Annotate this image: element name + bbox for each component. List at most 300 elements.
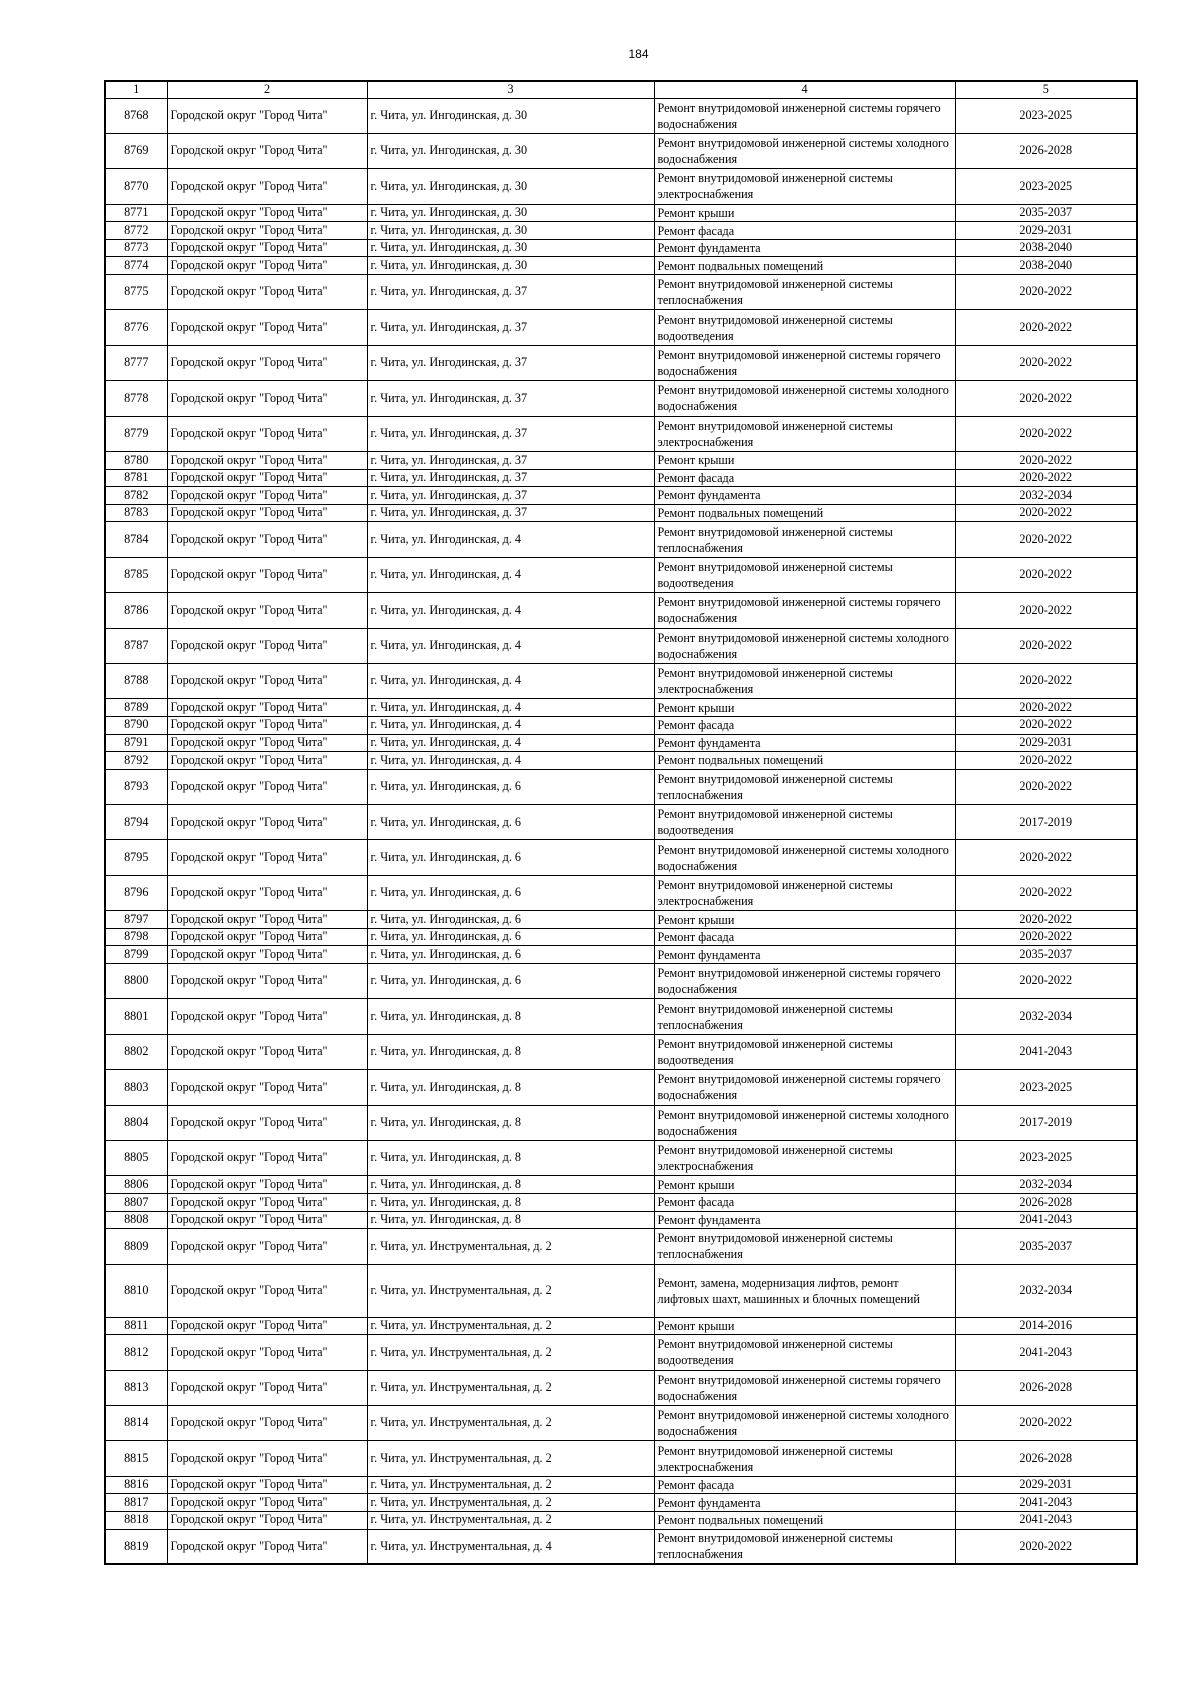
work-type-cell: Ремонт подвальных помещений bbox=[654, 752, 955, 770]
address-cell: г. Чита, ул. Ингодинская, д. 8 bbox=[367, 1141, 654, 1176]
work-type-cell: Ремонт внутридомовой инженерной системы теплоснабжения bbox=[654, 769, 955, 804]
work-type-cell: Ремонт внутридомовой инженерной системы горячего водоснабжения bbox=[654, 1070, 955, 1105]
period-cell: 2020-2022 bbox=[955, 752, 1137, 770]
address-cell: г. Чита, ул. Ингодинская, д. 4 bbox=[367, 734, 654, 752]
table-row bbox=[105, 1229, 1137, 1264]
work-type-cell: Ремонт внутридомовой инженерной системы горячего водоснабжения bbox=[654, 1370, 955, 1405]
address-cell: г. Чита, ул. Ингодинская, д. 6 bbox=[367, 840, 654, 875]
address-cell: г. Чита, ул. Инструментальная, д. 2 bbox=[367, 1264, 654, 1317]
period-cell: 2020-2022 bbox=[955, 1529, 1137, 1564]
period-cell: 2020-2022 bbox=[955, 381, 1137, 416]
row-number-cell: 8799 bbox=[105, 946, 167, 964]
work-type-cell: Ремонт внутридомовой инженерной системы холодного водоснабжения bbox=[654, 133, 955, 168]
row-number-cell: 8808 bbox=[105, 1211, 167, 1229]
work-type-cell: Ремонт внутридомовой инженерной системы теплоснабжения bbox=[654, 522, 955, 557]
region-cell: Городской округ "Город Чита" bbox=[167, 169, 367, 204]
table-row bbox=[105, 769, 1137, 804]
address-cell: г. Чита, ул. Инструментальная, д. 2 bbox=[367, 1441, 654, 1476]
row-number-cell: 8793 bbox=[105, 769, 167, 804]
row-number-cell: 8782 bbox=[105, 487, 167, 505]
table-row bbox=[105, 734, 1137, 752]
row-number-cell: 8819 bbox=[105, 1529, 167, 1564]
period-cell: 2017-2019 bbox=[955, 1105, 1137, 1140]
table-row bbox=[105, 1105, 1137, 1140]
address-cell: г. Чита, ул. Инструментальная, д. 2 bbox=[367, 1476, 654, 1494]
address-cell: г. Чита, ул. Ингодинская, д. 6 bbox=[367, 911, 654, 929]
region-cell: Городской округ "Город Чита" bbox=[167, 257, 367, 275]
region-cell: Городской округ "Город Чита" bbox=[167, 1529, 367, 1564]
row-number-cell: 8811 bbox=[105, 1317, 167, 1335]
region-cell: Городской округ "Город Чита" bbox=[167, 133, 367, 168]
period-cell: 2041-2043 bbox=[955, 1511, 1137, 1529]
table-header-row bbox=[105, 81, 1137, 98]
work-type-cell: Ремонт фундамента bbox=[654, 946, 955, 964]
work-type-cell: Ремонт подвальных помещений bbox=[654, 1511, 955, 1529]
address-cell: г. Чита, ул. Ингодинская, д. 6 bbox=[367, 928, 654, 946]
address-cell: г. Чита, ул. Инструментальная, д. 2 bbox=[367, 1370, 654, 1405]
period-cell: 2032-2034 bbox=[955, 1176, 1137, 1194]
region-cell: Городской округ "Город Чита" bbox=[167, 1211, 367, 1229]
work-type-cell: Ремонт крыши bbox=[654, 1176, 955, 1194]
region-cell: Городской округ "Город Чита" bbox=[167, 557, 367, 592]
row-number-cell: 8768 bbox=[105, 98, 167, 133]
row-number-cell: 8781 bbox=[105, 469, 167, 487]
table-row bbox=[105, 275, 1137, 310]
work-type-cell: Ремонт фасада bbox=[654, 1476, 955, 1494]
work-type-cell: Ремонт внутридомовой инженерной системы электроснабжения bbox=[654, 1141, 955, 1176]
period-cell: 2026-2028 bbox=[955, 1193, 1137, 1211]
table-row bbox=[105, 805, 1137, 840]
address-cell: г. Чита, ул. Инструментальная, д. 2 bbox=[367, 1511, 654, 1529]
work-type-cell: Ремонт фундамента bbox=[654, 734, 955, 752]
table-row bbox=[105, 999, 1137, 1034]
address-cell: г. Чита, ул. Ингодинская, д. 8 bbox=[367, 1070, 654, 1105]
table-row bbox=[105, 1511, 1137, 1529]
row-number-cell: 8792 bbox=[105, 752, 167, 770]
region-cell: Городской округ "Город Чита" bbox=[167, 946, 367, 964]
address-cell: г. Чита, ул. Инструментальная, д. 2 bbox=[367, 1229, 654, 1264]
table-row bbox=[105, 239, 1137, 257]
row-number-cell: 8790 bbox=[105, 716, 167, 734]
row-number-cell: 8775 bbox=[105, 275, 167, 310]
period-cell: 2026-2028 bbox=[955, 1441, 1137, 1476]
region-cell: Городской округ "Город Чита" bbox=[167, 840, 367, 875]
address-cell: г. Чита, ул. Инструментальная, д. 2 bbox=[367, 1494, 654, 1512]
work-type-cell: Ремонт фундамента bbox=[654, 1211, 955, 1229]
region-cell: Городской округ "Город Чита" bbox=[167, 1476, 367, 1494]
row-number-cell: 8802 bbox=[105, 1034, 167, 1069]
table-row bbox=[105, 345, 1137, 380]
period-cell: 2023-2025 bbox=[955, 98, 1137, 133]
table-body bbox=[105, 98, 1137, 1564]
table-row bbox=[105, 628, 1137, 663]
region-cell: Городской округ "Город Чита" bbox=[167, 522, 367, 557]
period-cell: 2020-2022 bbox=[955, 928, 1137, 946]
work-type-cell: Ремонт внутридомовой инженерной системы теплоснабжения bbox=[654, 275, 955, 310]
region-cell: Городской округ "Город Чита" bbox=[167, 504, 367, 522]
address-cell: г. Чита, ул. Ингодинская, д. 4 bbox=[367, 522, 654, 557]
period-cell: 2023-2025 bbox=[955, 1141, 1137, 1176]
table-row bbox=[105, 522, 1137, 557]
row-number-cell: 8796 bbox=[105, 875, 167, 910]
region-cell: Городской округ "Город Чита" bbox=[167, 716, 367, 734]
address-cell: г. Чита, ул. Ингодинская, д. 30 bbox=[367, 133, 654, 168]
period-cell: 2029-2031 bbox=[955, 222, 1137, 240]
address-cell: г. Чита, ул. Ингодинская, д. 6 bbox=[367, 946, 654, 964]
row-number-cell: 8770 bbox=[105, 169, 167, 204]
work-type-cell: Ремонт внутридомовой инженерной системы холодного водоснабжения bbox=[654, 381, 955, 416]
table-row bbox=[105, 452, 1137, 470]
row-number-cell: 8784 bbox=[105, 522, 167, 557]
table-row bbox=[105, 133, 1137, 168]
row-number-cell: 8794 bbox=[105, 805, 167, 840]
work-type-cell: Ремонт, замена, модернизация лифтов, ремонт лифтовых шахт, машинных и блочных помещений bbox=[654, 1264, 955, 1317]
address-cell: г. Чита, ул. Инструментальная, д. 4 bbox=[367, 1529, 654, 1564]
work-type-cell: Ремонт внутридомовой инженерной системы холодного водоснабжения bbox=[654, 628, 955, 663]
period-cell: 2041-2043 bbox=[955, 1034, 1137, 1069]
work-type-cell: Ремонт крыши bbox=[654, 452, 955, 470]
address-cell: г. Чита, ул. Ингодинская, д. 4 bbox=[367, 557, 654, 592]
period-cell: 2020-2022 bbox=[955, 1405, 1137, 1440]
region-cell: Городской округ "Город Чита" bbox=[167, 628, 367, 663]
table-row bbox=[105, 699, 1137, 717]
row-number-cell: 8812 bbox=[105, 1335, 167, 1370]
region-cell: Городской округ "Город Чита" bbox=[167, 469, 367, 487]
region-cell: Городской округ "Город Чита" bbox=[167, 875, 367, 910]
row-number-cell: 8815 bbox=[105, 1441, 167, 1476]
work-type-cell: Ремонт крыши bbox=[654, 911, 955, 929]
period-cell: 2020-2022 bbox=[955, 504, 1137, 522]
period-cell: 2023-2025 bbox=[955, 1070, 1137, 1105]
work-type-cell: Ремонт внутридомовой инженерной системы холодного водоснабжения bbox=[654, 1405, 955, 1440]
address-cell: г. Чита, ул. Ингодинская, д. 37 bbox=[367, 345, 654, 380]
region-cell: Городской округ "Город Чита" bbox=[167, 452, 367, 470]
address-cell: г. Чита, ул. Ингодинская, д. 6 bbox=[367, 805, 654, 840]
address-cell: г. Чита, ул. Ингодинская, д. 4 bbox=[367, 752, 654, 770]
period-cell: 2020-2022 bbox=[955, 769, 1137, 804]
row-number-cell: 8786 bbox=[105, 593, 167, 628]
table-row bbox=[105, 1335, 1137, 1370]
region-cell: Городской округ "Город Чита" bbox=[167, 911, 367, 929]
row-number-cell: 8798 bbox=[105, 928, 167, 946]
address-cell: г. Чита, ул. Ингодинская, д. 30 bbox=[367, 98, 654, 133]
period-cell: 2020-2022 bbox=[955, 522, 1137, 557]
period-cell: 2020-2022 bbox=[955, 875, 1137, 910]
period-cell: 2014-2016 bbox=[955, 1317, 1137, 1335]
address-cell: г. Чита, ул. Ингодинская, д. 30 bbox=[367, 222, 654, 240]
period-cell: 2029-2031 bbox=[955, 734, 1137, 752]
address-cell: г. Чита, ул. Инструментальная, д. 2 bbox=[367, 1335, 654, 1370]
work-type-cell: Ремонт внутридомовой инженерной системы теплоснабжения bbox=[654, 1229, 955, 1264]
region-cell: Городской округ "Город Чита" bbox=[167, 1034, 367, 1069]
address-cell: г. Чита, ул. Ингодинская, д. 30 bbox=[367, 204, 654, 222]
work-type-cell: Ремонт внутридомовой инженерной системы водоотведения bbox=[654, 557, 955, 592]
region-cell: Городской округ "Город Чита" bbox=[167, 275, 367, 310]
work-type-cell: Ремонт внутридомовой инженерной системы водоотведения bbox=[654, 310, 955, 345]
work-type-cell: Ремонт внутридомовой инженерной системы холодного водоснабжения bbox=[654, 1105, 955, 1140]
table-row bbox=[105, 487, 1137, 505]
work-type-cell: Ремонт внутридомовой инженерной системы электроснабжения bbox=[654, 1441, 955, 1476]
work-type-cell: Ремонт фасада bbox=[654, 928, 955, 946]
work-type-cell: Ремонт внутридомовой инженерной системы электроснабжения bbox=[654, 663, 955, 698]
work-type-cell: Ремонт крыши bbox=[654, 204, 955, 222]
period-cell: 2020-2022 bbox=[955, 452, 1137, 470]
work-type-cell: Ремонт внутридомовой инженерной системы горячего водоснабжения bbox=[654, 593, 955, 628]
table-row bbox=[105, 1405, 1137, 1440]
period-cell: 2035-2037 bbox=[955, 1229, 1137, 1264]
table-row bbox=[105, 840, 1137, 875]
address-cell: г. Чита, ул. Ингодинская, д. 8 bbox=[367, 999, 654, 1034]
row-number-cell: 8780 bbox=[105, 452, 167, 470]
region-cell: Городской округ "Город Чита" bbox=[167, 663, 367, 698]
address-cell: г. Чита, ул. Ингодинская, д. 8 bbox=[367, 1176, 654, 1194]
row-number-cell: 8803 bbox=[105, 1070, 167, 1105]
region-cell: Городской округ "Город Чита" bbox=[167, 1335, 367, 1370]
row-number-cell: 8787 bbox=[105, 628, 167, 663]
period-cell: 2020-2022 bbox=[955, 911, 1137, 929]
table-row bbox=[105, 1034, 1137, 1069]
region-cell: Городской округ "Город Чита" bbox=[167, 769, 367, 804]
row-number-cell: 8797 bbox=[105, 911, 167, 929]
period-cell: 2020-2022 bbox=[955, 469, 1137, 487]
region-cell: Городской округ "Город Чита" bbox=[167, 1264, 367, 1317]
address-cell: г. Чита, ул. Ингодинская, д. 6 bbox=[367, 875, 654, 910]
region-cell: Городской округ "Город Чита" bbox=[167, 593, 367, 628]
period-cell: 2020-2022 bbox=[955, 964, 1137, 999]
work-type-cell: Ремонт внутридомовой инженерной системы водоотведения bbox=[654, 805, 955, 840]
work-type-cell: Ремонт внутридомовой инженерной системы водоотведения bbox=[654, 1335, 955, 1370]
address-cell: г. Чита, ул. Ингодинская, д. 4 bbox=[367, 699, 654, 717]
region-cell: Городской округ "Город Чита" bbox=[167, 1070, 367, 1105]
period-cell: 2023-2025 bbox=[955, 169, 1137, 204]
region-cell: Городской округ "Город Чита" bbox=[167, 1511, 367, 1529]
region-cell: Городской округ "Город Чита" bbox=[167, 345, 367, 380]
region-cell: Городской округ "Город Чита" bbox=[167, 1405, 367, 1440]
column-header: 4 bbox=[654, 81, 955, 98]
table-row bbox=[105, 663, 1137, 698]
period-cell: 2032-2034 bbox=[955, 487, 1137, 505]
row-number-cell: 8774 bbox=[105, 257, 167, 275]
region-cell: Городской округ "Город Чита" bbox=[167, 98, 367, 133]
address-cell: г. Чита, ул. Ингодинская, д. 30 bbox=[367, 239, 654, 257]
row-number-cell: 8817 bbox=[105, 1494, 167, 1512]
row-number-cell: 8809 bbox=[105, 1229, 167, 1264]
period-cell: 2026-2028 bbox=[955, 133, 1137, 168]
region-cell: Городской округ "Город Чита" bbox=[167, 1441, 367, 1476]
period-cell: 2032-2034 bbox=[955, 999, 1137, 1034]
work-type-cell: Ремонт фасада bbox=[654, 716, 955, 734]
repair-schedule-table bbox=[104, 80, 1138, 1565]
row-number-cell: 8810 bbox=[105, 1264, 167, 1317]
period-cell: 2035-2037 bbox=[955, 204, 1137, 222]
work-type-cell: Ремонт внутридомовой инженерной системы электроснабжения bbox=[654, 169, 955, 204]
region-cell: Городской округ "Город Чита" bbox=[167, 928, 367, 946]
table-row bbox=[105, 416, 1137, 451]
period-cell: 2038-2040 bbox=[955, 239, 1137, 257]
table-row bbox=[105, 310, 1137, 345]
row-number-cell: 8818 bbox=[105, 1511, 167, 1529]
column-header: 2 bbox=[167, 81, 367, 98]
table-row bbox=[105, 98, 1137, 133]
region-cell: Городской округ "Город Чита" bbox=[167, 222, 367, 240]
row-number-cell: 8769 bbox=[105, 133, 167, 168]
period-cell: 2032-2034 bbox=[955, 1264, 1137, 1317]
address-cell: г. Чита, ул. Ингодинская, д. 37 bbox=[367, 469, 654, 487]
work-type-cell: Ремонт фасада bbox=[654, 1193, 955, 1211]
table-row bbox=[105, 1529, 1137, 1564]
table-row bbox=[105, 875, 1137, 910]
period-cell: 2020-2022 bbox=[955, 663, 1137, 698]
region-cell: Городской округ "Город Чита" bbox=[167, 381, 367, 416]
row-number-cell: 8807 bbox=[105, 1193, 167, 1211]
column-header: 1 bbox=[105, 81, 167, 98]
work-type-cell: Ремонт внутридомовой инженерной системы горячего водоснабжения bbox=[654, 964, 955, 999]
table-row bbox=[105, 1370, 1137, 1405]
region-cell: Городской округ "Город Чита" bbox=[167, 204, 367, 222]
work-type-cell: Ремонт внутридомовой инженерной системы теплоснабжения bbox=[654, 1529, 955, 1564]
row-number-cell: 8771 bbox=[105, 204, 167, 222]
address-cell: г. Чита, ул. Ингодинская, д. 8 bbox=[367, 1193, 654, 1211]
period-cell: 2020-2022 bbox=[955, 275, 1137, 310]
work-type-cell: Ремонт подвальных помещений bbox=[654, 504, 955, 522]
region-cell: Городской округ "Город Чита" bbox=[167, 487, 367, 505]
region-cell: Городской округ "Город Чита" bbox=[167, 1105, 367, 1140]
row-number-cell: 8789 bbox=[105, 699, 167, 717]
region-cell: Городской округ "Город Чита" bbox=[167, 1176, 367, 1194]
work-type-cell: Ремонт крыши bbox=[654, 1317, 955, 1335]
region-cell: Городской округ "Город Чита" bbox=[167, 999, 367, 1034]
table-row bbox=[105, 469, 1137, 487]
period-cell: 2020-2022 bbox=[955, 840, 1137, 875]
table-row bbox=[105, 504, 1137, 522]
row-number-cell: 8788 bbox=[105, 663, 167, 698]
period-cell: 2020-2022 bbox=[955, 628, 1137, 663]
table-row bbox=[105, 1193, 1137, 1211]
period-cell: 2020-2022 bbox=[955, 310, 1137, 345]
work-type-cell: Ремонт крыши bbox=[654, 699, 955, 717]
row-number-cell: 8776 bbox=[105, 310, 167, 345]
table-row bbox=[105, 1441, 1137, 1476]
address-cell: г. Чита, ул. Ингодинская, д. 8 bbox=[367, 1105, 654, 1140]
row-number-cell: 8777 bbox=[105, 345, 167, 380]
period-cell: 2041-2043 bbox=[955, 1494, 1137, 1512]
region-cell: Городской округ "Город Чита" bbox=[167, 805, 367, 840]
table-row bbox=[105, 257, 1137, 275]
work-type-cell: Ремонт фундамента bbox=[654, 239, 955, 257]
address-cell: г. Чита, ул. Ингодинская, д. 8 bbox=[367, 1211, 654, 1229]
row-number-cell: 8773 bbox=[105, 239, 167, 257]
address-cell: г. Чита, ул. Ингодинская, д. 6 bbox=[367, 964, 654, 999]
row-number-cell: 8816 bbox=[105, 1476, 167, 1494]
region-cell: Городской округ "Город Чита" bbox=[167, 1229, 367, 1264]
region-cell: Городской округ "Город Чита" bbox=[167, 964, 367, 999]
table-row bbox=[105, 593, 1137, 628]
address-cell: г. Чита, ул. Ингодинская, д. 37 bbox=[367, 504, 654, 522]
region-cell: Городской округ "Город Чита" bbox=[167, 1494, 367, 1512]
row-number-cell: 8814 bbox=[105, 1405, 167, 1440]
table-row bbox=[105, 1264, 1137, 1317]
address-cell: г. Чита, ул. Ингодинская, д. 30 bbox=[367, 169, 654, 204]
work-type-cell: Ремонт подвальных помещений bbox=[654, 257, 955, 275]
table-row bbox=[105, 1494, 1137, 1512]
table-row bbox=[105, 557, 1137, 592]
address-cell: г. Чита, ул. Ингодинская, д. 4 bbox=[367, 593, 654, 628]
page-number: 184 bbox=[628, 47, 649, 61]
column-header: 3 bbox=[367, 81, 654, 98]
row-number-cell: 8779 bbox=[105, 416, 167, 451]
region-cell: Городской округ "Город Чита" bbox=[167, 1317, 367, 1335]
period-cell: 2041-2043 bbox=[955, 1335, 1137, 1370]
address-cell: г. Чита, ул. Ингодинская, д. 4 bbox=[367, 716, 654, 734]
address-cell: г. Чита, ул. Ингодинская, д. 37 bbox=[367, 310, 654, 345]
address-cell: г. Чита, ул. Инструментальная, д. 2 bbox=[367, 1317, 654, 1335]
row-number-cell: 8805 bbox=[105, 1141, 167, 1176]
table-row bbox=[105, 1070, 1137, 1105]
period-cell: 2035-2037 bbox=[955, 946, 1137, 964]
address-cell: г. Чита, ул. Ингодинская, д. 4 bbox=[367, 663, 654, 698]
row-number-cell: 8800 bbox=[105, 964, 167, 999]
table-row bbox=[105, 1176, 1137, 1194]
address-cell: г. Чита, ул. Ингодинская, д. 6 bbox=[367, 769, 654, 804]
table-row bbox=[105, 1317, 1137, 1335]
period-cell: 2026-2028 bbox=[955, 1370, 1137, 1405]
table-row bbox=[105, 911, 1137, 929]
table-row bbox=[105, 1476, 1137, 1494]
table-row bbox=[105, 752, 1137, 770]
address-cell: г. Чита, ул. Ингодинская, д. 30 bbox=[367, 257, 654, 275]
region-cell: Городской округ "Город Чита" bbox=[167, 1141, 367, 1176]
table-row bbox=[105, 204, 1137, 222]
work-type-cell: Ремонт внутридомовой инженерной системы электроснабжения bbox=[654, 416, 955, 451]
table-row bbox=[105, 928, 1137, 946]
period-cell: 2041-2043 bbox=[955, 1211, 1137, 1229]
region-cell: Городской округ "Город Чита" bbox=[167, 734, 367, 752]
row-number-cell: 8772 bbox=[105, 222, 167, 240]
region-cell: Городской округ "Город Чита" bbox=[167, 752, 367, 770]
work-type-cell: Ремонт внутридомовой инженерной системы электроснабжения bbox=[654, 875, 955, 910]
work-type-cell: Ремонт внутридомовой инженерной системы водоотведения bbox=[654, 1034, 955, 1069]
address-cell: г. Чита, ул. Ингодинская, д. 37 bbox=[367, 416, 654, 451]
region-cell: Городской округ "Город Чита" bbox=[167, 239, 367, 257]
period-cell: 2020-2022 bbox=[955, 345, 1137, 380]
row-number-cell: 8785 bbox=[105, 557, 167, 592]
work-type-cell: Ремонт внутридомовой инженерной системы теплоснабжения bbox=[654, 999, 955, 1034]
address-cell: г. Чита, ул. Ингодинская, д. 4 bbox=[367, 628, 654, 663]
period-cell: 2020-2022 bbox=[955, 699, 1137, 717]
region-cell: Городской округ "Город Чита" bbox=[167, 699, 367, 717]
period-cell: 2017-2019 bbox=[955, 805, 1137, 840]
work-type-cell: Ремонт фасада bbox=[654, 469, 955, 487]
period-cell: 2020-2022 bbox=[955, 593, 1137, 628]
region-cell: Городской округ "Город Чита" bbox=[167, 1193, 367, 1211]
period-cell: 2020-2022 bbox=[955, 557, 1137, 592]
period-cell: 2029-2031 bbox=[955, 1476, 1137, 1494]
table-row bbox=[105, 1141, 1137, 1176]
address-cell: г. Чита, ул. Ингодинская, д. 37 bbox=[367, 452, 654, 470]
period-cell: 2038-2040 bbox=[955, 257, 1137, 275]
address-cell: г. Чита, ул. Ингодинская, д. 37 bbox=[367, 381, 654, 416]
row-number-cell: 8791 bbox=[105, 734, 167, 752]
address-cell: г. Чита, ул. Ингодинская, д. 37 bbox=[367, 487, 654, 505]
row-number-cell: 8813 bbox=[105, 1370, 167, 1405]
address-cell: г. Чита, ул. Инструментальная, д. 2 bbox=[367, 1405, 654, 1440]
work-type-cell: Ремонт фасада bbox=[654, 222, 955, 240]
period-cell: 2020-2022 bbox=[955, 416, 1137, 451]
column-header: 5 bbox=[955, 81, 1137, 98]
work-type-cell: Ремонт фундамента bbox=[654, 487, 955, 505]
table-row bbox=[105, 946, 1137, 964]
row-number-cell: 8795 bbox=[105, 840, 167, 875]
